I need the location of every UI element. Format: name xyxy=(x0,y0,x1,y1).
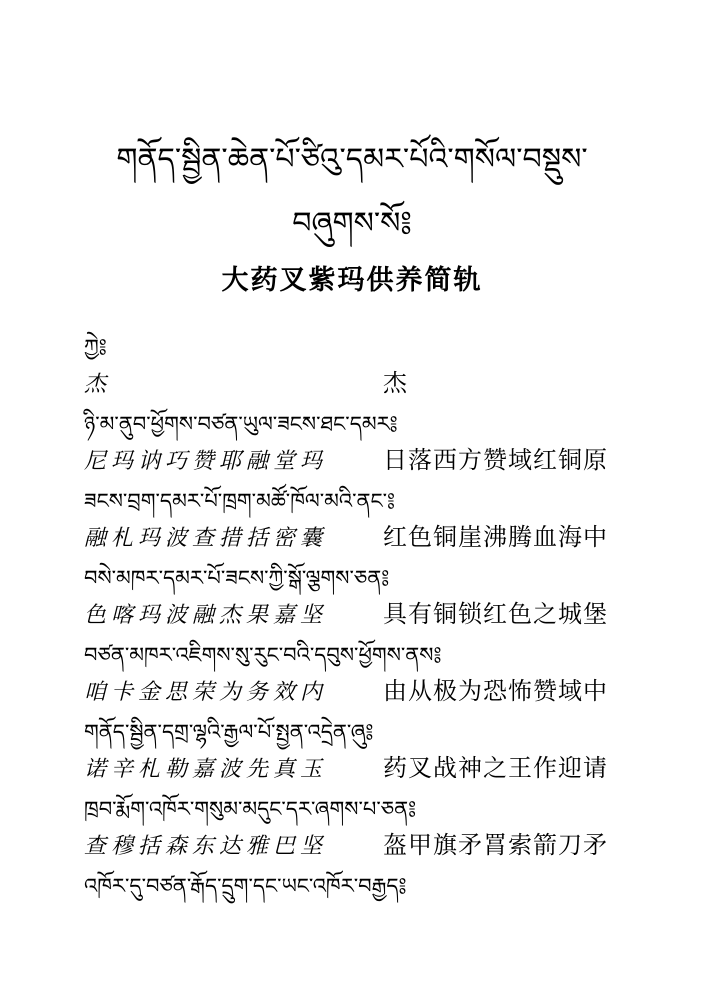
verse-block-3 xyxy=(84,561,620,627)
translation-text: 日落西方赞域红铜原 xyxy=(383,446,608,474)
translation-text: 杰 xyxy=(383,369,408,397)
tibetan-verse-line: གནོད་སྦྱིན་དགྲ་ལྷའི་རྒྱལ་པོ་སྤྱན་འདྲེན་ཞུ༔ xyxy=(84,720,374,744)
translation-text: 具有铜锁红色之城堡 xyxy=(383,600,608,628)
tibetan-title-line1: གནོད་སྦྱིན་ཆེན་པོ་ཙིའུ་དམར་པོའི་གསོལ་བསྡུས་ xyxy=(116,142,588,177)
tibetan-verse-line: ཉི་མ་ནུབ་ཕྱོགས་བཙན་ཡུལ་ཟངས་ཐང་དམར༔ xyxy=(84,412,398,436)
verse-block-6 xyxy=(84,792,620,858)
verse-block-7 xyxy=(84,869,620,903)
title-block xyxy=(84,0,620,298)
verse-body xyxy=(84,330,620,903)
verse-pair-row xyxy=(84,677,620,705)
verse-block-4 xyxy=(84,638,620,704)
verse-block-1 xyxy=(84,407,620,473)
translation-text: 由从极为恐怖赞域中 xyxy=(383,677,608,705)
transliteration-text: 查穆括森东达雅巴坚 xyxy=(84,834,328,859)
verse-block-5 xyxy=(84,715,620,781)
transliteration-text: 尼玛讷巧赞耶融堂玛 xyxy=(84,449,328,474)
verse-pair-row xyxy=(84,369,620,397)
transliteration-text: 咱卡金思荣为务效内 xyxy=(84,680,328,705)
translation-text: 药叉战神之王作迎请 xyxy=(383,754,608,782)
tibetan-verse-line: བཙན་མཁར་འཇིགས་སུ་རུང་བའི་དབུས་ཕྱོགས་ནས༔ xyxy=(84,643,442,667)
verse-block-2 xyxy=(84,484,620,550)
transliteration-text: 色喀玛波融杰果嘉坚 xyxy=(84,603,328,628)
verse-pair-row xyxy=(84,831,620,859)
verse-pair-row xyxy=(84,446,620,474)
translation-text: 红色铜崖沸腾血海中 xyxy=(383,523,608,551)
tibetan-title-line2: བཞུགས་སོ༔ xyxy=(292,206,412,241)
tibetan-verse-line: ཀྱེ༔ xyxy=(84,335,107,359)
translation-text: 盔甲旗矛罥索箭刀矛 xyxy=(383,831,608,859)
transliteration-text: 融札玛波查措括密囊 xyxy=(84,526,328,551)
verse-block-invocation xyxy=(84,330,620,396)
tibetan-verse-line: ཟངས་བྲག་དམར་པོ་ཁྲག་མཚོ་ཁོལ་མའི་ནང་༔ xyxy=(84,489,396,513)
verse-pair-row xyxy=(84,523,620,551)
transliteration-text: 杰 xyxy=(84,372,112,397)
chinese-title: 大药叉紫玛供养简轨 xyxy=(221,265,483,296)
tibetan-verse-line: འཁོར་དུ་བཙན་རྒོད་དྲུག་དང་ཡང་འཁོར་བརྒྱད༔ xyxy=(84,874,407,898)
transliteration-text: 诺辛札勒嘉波先真玉 xyxy=(84,757,328,782)
verse-pair-row xyxy=(84,600,620,628)
tibetan-verse-line: བསེ་མཁར་དམར་པོ་ཟངས་ཀྱི་སྒོ་ལྕགས་ཅན༔ xyxy=(84,566,390,590)
verse-pair-row xyxy=(84,754,620,782)
tibetan-verse-line: ཁྲབ་རྨོག་འཁོར་གསུམ་མདུང་དར་ཞགས་པ་ཅན༔ xyxy=(84,797,417,821)
